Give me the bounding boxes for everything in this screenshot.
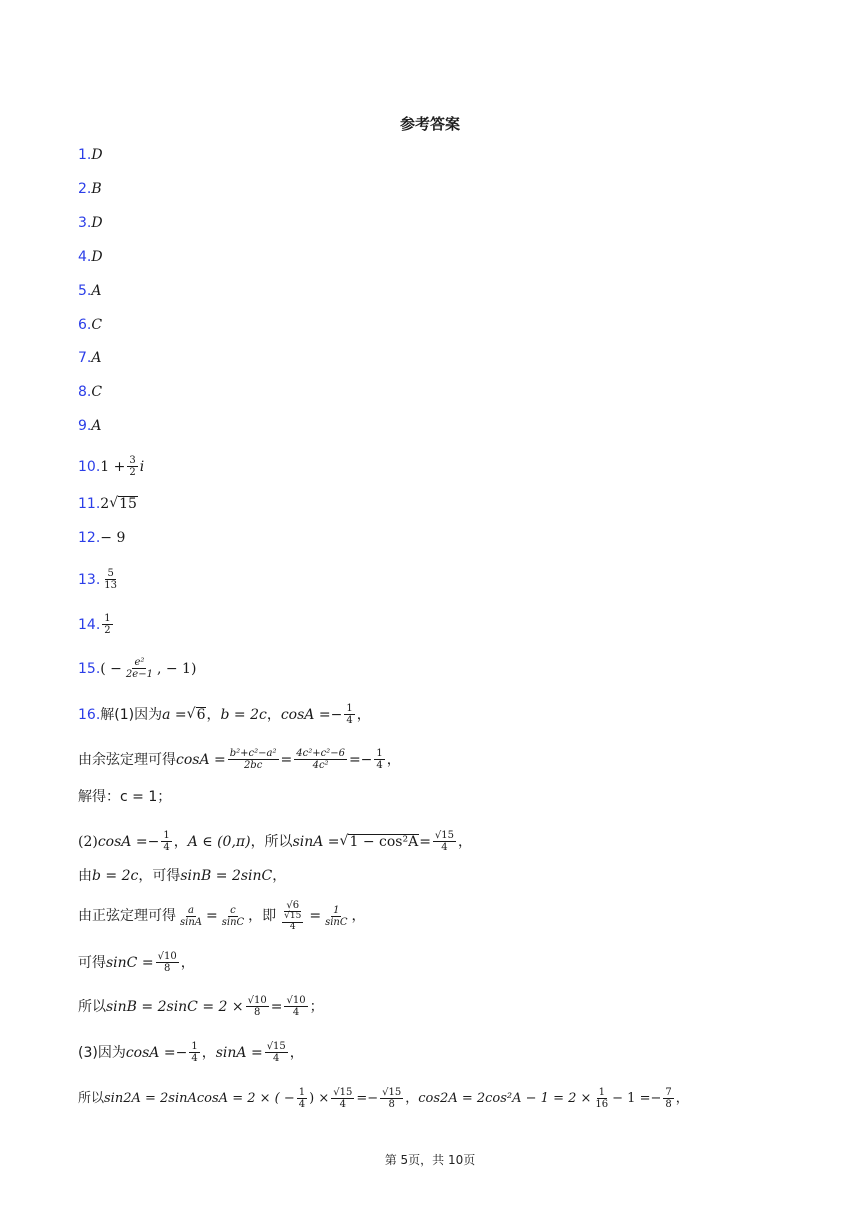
denominator: 2bc	[243, 760, 263, 771]
numerator: √10	[286, 995, 306, 1006]
punctuation: ，	[289, 1044, 304, 1061]
punctuation: ，	[180, 954, 195, 971]
punctuation: ，	[173, 833, 188, 850]
solution-16-line-5	[78, 869, 286, 883]
numerator: 3	[129, 455, 136, 466]
math-text: i	[139, 458, 145, 475]
solution-text: 解得：c = 1；	[78, 789, 172, 805]
punctuation: ，	[351, 908, 366, 925]
math-text: =	[280, 751, 293, 768]
square-root: √ 15	[109, 495, 137, 512]
fraction	[297, 1087, 307, 1110]
punctuation: ，	[356, 706, 371, 723]
solution-text: 所以	[78, 998, 106, 1015]
numerator: √15	[382, 1087, 402, 1098]
fraction	[124, 657, 155, 680]
fraction	[380, 1087, 403, 1110]
radicand: 15	[119, 496, 137, 512]
math-text: =	[206, 908, 218, 925]
solution-text: 由正弦定理可得	[78, 908, 176, 925]
answer-number: 1.	[78, 147, 92, 163]
math-text: − 9	[100, 530, 126, 546]
math-text: =−	[348, 751, 373, 768]
answer-8	[78, 385, 102, 399]
fraction	[178, 905, 204, 928]
numerator: 1	[376, 748, 383, 759]
punctuation: ；	[309, 998, 324, 1015]
answer-value: A	[91, 418, 102, 434]
answer-15	[78, 657, 196, 680]
answer-value: A	[91, 350, 102, 366]
answer-number: 11.	[78, 495, 101, 512]
punctuation: ，	[272, 868, 287, 884]
numerator: c	[230, 904, 236, 916]
math-text: sin2A = 2sinAcosA = 2 × ( −	[104, 1091, 295, 1106]
punctuation: ，	[675, 1091, 689, 1106]
numerator: 7	[665, 1087, 672, 1098]
radicand: 6	[196, 707, 206, 723]
answer-number: 15.	[78, 660, 101, 677]
numerator: 1	[104, 613, 111, 624]
numerator: 1	[163, 830, 170, 841]
answer-value: C	[91, 384, 103, 400]
compound-fraction	[278, 900, 307, 933]
fraction	[246, 995, 269, 1018]
fraction	[331, 1087, 354, 1110]
answer-number: 14.	[78, 616, 101, 633]
math-text: a =	[162, 706, 187, 723]
numerator: 5	[107, 568, 114, 579]
math-text: ) ×	[309, 1091, 330, 1106]
solution-16-line-6	[78, 900, 366, 933]
answer-7	[78, 351, 101, 365]
solution-text: 所以	[78, 1091, 105, 1106]
answer-2	[78, 182, 102, 196]
fraction	[161, 830, 171, 853]
fraction	[284, 995, 307, 1018]
denominator: 4	[292, 1007, 300, 1018]
punctuation: ，	[386, 751, 401, 768]
fraction	[323, 905, 349, 928]
denominator: 2	[129, 467, 136, 478]
solution-text: 可得	[78, 954, 106, 971]
answer-14	[78, 613, 115, 636]
math-text: =	[309, 908, 322, 925]
solution-text: 由余弦定理可得	[78, 751, 176, 768]
answer-number: 12.	[78, 530, 101, 546]
math-text: , − 1)	[156, 660, 197, 677]
numerator: √15	[434, 830, 455, 841]
numerator: 1	[191, 1041, 198, 1052]
denominator: 8	[253, 1007, 261, 1018]
denominator: 4	[289, 921, 296, 932]
math-text: sinB = 2sinC = 2 ×	[106, 998, 244, 1015]
denominator: 16	[595, 1099, 609, 1110]
numerator: 1	[333, 904, 340, 916]
solution-text: ，可得	[138, 868, 181, 884]
math-text: cosA =−	[280, 706, 343, 723]
denominator: sinC	[221, 916, 245, 928]
fraction	[294, 748, 347, 771]
numerator: 4c²+c²−6	[296, 748, 345, 759]
fraction	[127, 455, 137, 478]
fraction	[102, 568, 119, 591]
fraction	[228, 748, 279, 771]
answer-10	[78, 455, 144, 478]
page-title: 参考答案	[399, 115, 460, 133]
numerator: 1	[598, 1087, 605, 1098]
answer-value: A	[91, 283, 102, 299]
denominator: 2	[104, 625, 111, 636]
math-text: =−	[356, 1091, 379, 1106]
denominator: 4	[163, 842, 170, 853]
square-root: √ 6	[186, 706, 206, 723]
square-root: √ 1 − cos²A	[339, 833, 419, 850]
fraction	[433, 830, 456, 853]
fraction	[189, 1041, 199, 1064]
numerator: √10	[247, 995, 267, 1006]
denominator: 4	[191, 1053, 198, 1064]
answer-number: 10.	[78, 458, 101, 475]
numerator: 1	[346, 703, 353, 714]
math-text: sinA =	[215, 1044, 263, 1061]
math-text: cosA =	[176, 751, 226, 768]
math-text: − 1 =−	[612, 1091, 662, 1106]
math-text: sinA =	[292, 833, 340, 850]
answer-number: 4.	[78, 249, 92, 265]
answer-number: 13.	[78, 571, 101, 588]
solution-16-line-1	[78, 703, 371, 726]
page-footer: 第 5页，共 10页	[384, 1153, 476, 1167]
answer-number: 5.	[78, 283, 92, 299]
denominator: 4	[441, 842, 448, 853]
fraction	[156, 951, 179, 974]
numerator: √10	[157, 951, 177, 962]
math-text: cosA =−	[125, 1044, 188, 1061]
fraction	[220, 905, 246, 928]
math-text: b = 2c	[220, 706, 267, 723]
punctuation: ，	[201, 1044, 216, 1061]
fraction	[102, 613, 112, 636]
answer-value: C	[91, 317, 103, 333]
answer-11	[78, 496, 138, 511]
math-text: =	[270, 998, 283, 1015]
denominator: sinC	[325, 916, 348, 928]
denominator: 13	[104, 580, 117, 591]
answer-number: 2.	[78, 181, 92, 197]
numerator: √15	[266, 1041, 286, 1052]
math-text: ( −	[100, 660, 122, 677]
denominator: 4	[346, 715, 353, 726]
math-text: 2	[100, 495, 110, 512]
punctuation: ，	[266, 706, 281, 723]
fraction	[265, 1041, 288, 1064]
denominator	[278, 912, 307, 933]
numerator: √15	[333, 1087, 353, 1098]
answer-number: 8.	[78, 384, 92, 400]
math-text: 1 +	[100, 458, 126, 475]
answer-number: 3.	[78, 215, 92, 231]
radicand: 1 − cos²A	[349, 834, 419, 850]
punctuation: ，	[206, 706, 221, 723]
fraction	[344, 703, 354, 726]
solution-16-line-2	[78, 748, 401, 771]
solution-16-line-7	[78, 951, 195, 974]
fraction	[374, 748, 384, 771]
answer-9	[78, 419, 101, 433]
math-text: cos2A = 2cos²A − 1 = 2 ×	[418, 1091, 592, 1106]
denominator: sinA	[180, 916, 202, 928]
math-text: sinC =	[106, 954, 154, 971]
answer-value: D	[91, 215, 103, 231]
denominator: 2e−1	[125, 669, 153, 680]
answer-number: 9.	[78, 418, 92, 434]
math-text: =	[419, 833, 431, 850]
punctuation: ，	[405, 1091, 419, 1106]
numerator: 1	[298, 1087, 306, 1098]
answer-4	[78, 250, 103, 264]
denominator: 4	[376, 760, 383, 771]
solution-text: (2)	[78, 833, 98, 850]
solution-text: ，所以	[250, 833, 293, 850]
answer-value: D	[91, 147, 103, 163]
answer-13	[78, 568, 121, 591]
denominator: 4	[298, 1099, 306, 1110]
math-text: b = 2c	[92, 868, 139, 884]
answer-number: 7.	[78, 350, 92, 366]
numerator: √15	[284, 911, 302, 921]
solution-16-line-3	[78, 790, 171, 804]
answer-number: 6.	[78, 317, 92, 333]
answer-12	[78, 531, 125, 545]
math-text: cosA =−	[97, 833, 160, 850]
solution-16-line-10	[78, 1087, 689, 1110]
solution-text: ，即	[248, 908, 277, 925]
denominator: 8	[665, 1099, 672, 1110]
numerator: a	[188, 904, 194, 916]
denominator: 4	[339, 1099, 346, 1110]
numerator: √6	[286, 900, 300, 911]
numerator: b²+c²−a²	[229, 748, 277, 759]
answer-number: 16.	[78, 706, 101, 723]
math-text: A ∈ (0,π)	[187, 833, 251, 850]
fraction	[663, 1087, 673, 1110]
denominator: 8	[388, 1099, 395, 1110]
answer-5	[78, 284, 101, 298]
answer-3	[78, 216, 103, 230]
fraction	[282, 912, 303, 933]
fraction	[593, 1087, 610, 1110]
answer-1	[78, 148, 103, 162]
answer-value: D	[91, 249, 103, 265]
punctuation: ，	[458, 833, 473, 850]
solution-text: 解(1)因为	[100, 706, 163, 723]
answer-value: B	[91, 181, 102, 197]
answer-6	[78, 318, 102, 332]
solution-16-line-9	[78, 1041, 304, 1064]
solution-16-line-4	[78, 830, 472, 853]
denominator: 4	[273, 1053, 280, 1064]
math-text: sinB = 2sinC	[180, 868, 273, 884]
denominator: 4c²	[312, 760, 329, 771]
denominator: 8	[163, 963, 171, 974]
solution-text: (3)因为	[78, 1044, 126, 1061]
solution-text: 由	[78, 868, 92, 884]
solution-16-line-8	[78, 995, 324, 1018]
numerator: e²	[134, 657, 145, 668]
